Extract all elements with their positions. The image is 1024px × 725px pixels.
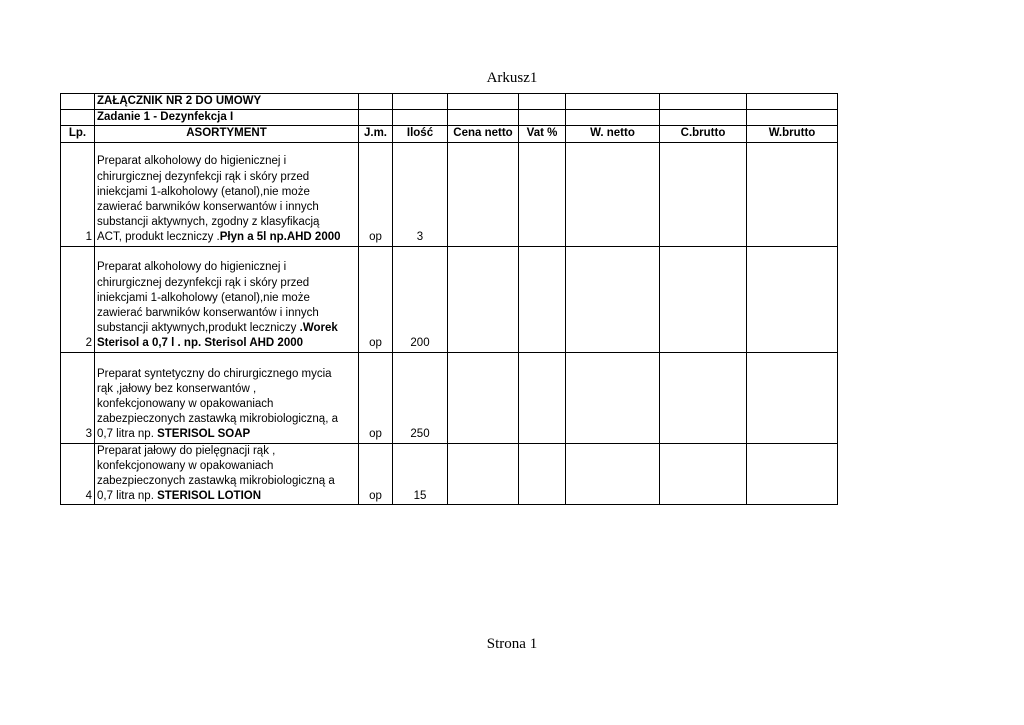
unit-cell: op — [359, 443, 393, 505]
col-header-asortyment: ASORTYMENT — [95, 126, 359, 142]
unit-cell: op — [359, 142, 393, 246]
doc-title: ZAŁĄCZNIK NR 2 DO UMOWY — [95, 94, 359, 110]
quantity-cell: 3 — [393, 142, 448, 246]
unit-cell: op — [359, 246, 393, 352]
table-row — [61, 246, 838, 352]
col-header-w-netto: W. netto — [566, 126, 660, 142]
task-row — [61, 110, 838, 126]
product-name: Płyn a 5l np.AHD 2000 — [219, 231, 341, 244]
row-number: 1 — [61, 142, 95, 246]
item-description: Preparat jałowy do pielęgnacji rąk , konfekcjonowany w opakowaniach zabezpieczonych zastawką mikrobiologiczną a 0,7 litra np. STERISOL LOTION — [95, 443, 359, 505]
col-header-ilosc: Ilość — [393, 126, 448, 142]
table-row — [61, 352, 838, 443]
col-header-c-brutto: C.brutto — [660, 126, 747, 142]
unit-cell: op — [359, 352, 393, 443]
task-title: Zadanie 1 - Dezynfekcja I — [95, 110, 359, 126]
quantity-cell: 15 — [393, 443, 448, 505]
row-number: 4 — [61, 443, 95, 505]
pricing-table — [60, 93, 838, 505]
doc-title-row — [61, 94, 838, 110]
col-header-jm: J.m. — [359, 126, 393, 142]
item-description: Preparat alkoholowy do higienicznej i chirurgicznej dezynfekcji rąk i skóry przed iniekcjami 1-alkoholowy (etanol),nie może zawierać barwników konserwantów i innych substancji aktywnych,produkt leczniczy .Worek Sterisol a 0,7 l . np. Sterisol AHD 2000 — [95, 246, 359, 352]
page-footer: Strona 1 — [486, 636, 538, 652]
col-header-cena-netto: Cena netto — [448, 126, 519, 142]
table-row — [61, 142, 838, 246]
col-header-w-brutto: W.brutto — [747, 126, 838, 142]
table-row — [61, 443, 838, 505]
sheet-title: Arkusz1 — [486, 70, 538, 86]
quantity-cell: 250 — [393, 352, 448, 443]
product-name: STERISOL LOTION — [157, 490, 262, 503]
col-header-vat: Vat % — [519, 126, 566, 142]
item-description: Preparat alkoholowy do higienicznej i chirurgicznej dezynfekcji rąk i skóry przed iniekcjami 1-alkoholowy (etanol),nie może zawierać barwników konserwantów i innych substancji aktywnych, zgodny z klasyfikacją ACT, produkt leczniczy .Płyn a 5l np.AHD 2000 — [95, 142, 359, 246]
row-number: 2 — [61, 246, 95, 352]
header-row — [61, 126, 838, 142]
col-header-lp: Lp. — [61, 126, 95, 142]
item-description: Preparat syntetyczny do chirurgicznego mycia rąk ,jałowy bez konserwantów , konfekcjonowany w opakowaniach zabezpieczonych zastawką mikrobiologiczną, a 0,7 litra np. STERISOL SOAP — [95, 352, 359, 443]
quantity-cell: 200 — [393, 246, 448, 352]
product-name: STERISOL SOAP — [157, 428, 251, 441]
product-name: Sterisol a 0,7 l . np. Sterisol AHD 2000 — [97, 337, 304, 350]
row-number: 3 — [61, 352, 95, 443]
